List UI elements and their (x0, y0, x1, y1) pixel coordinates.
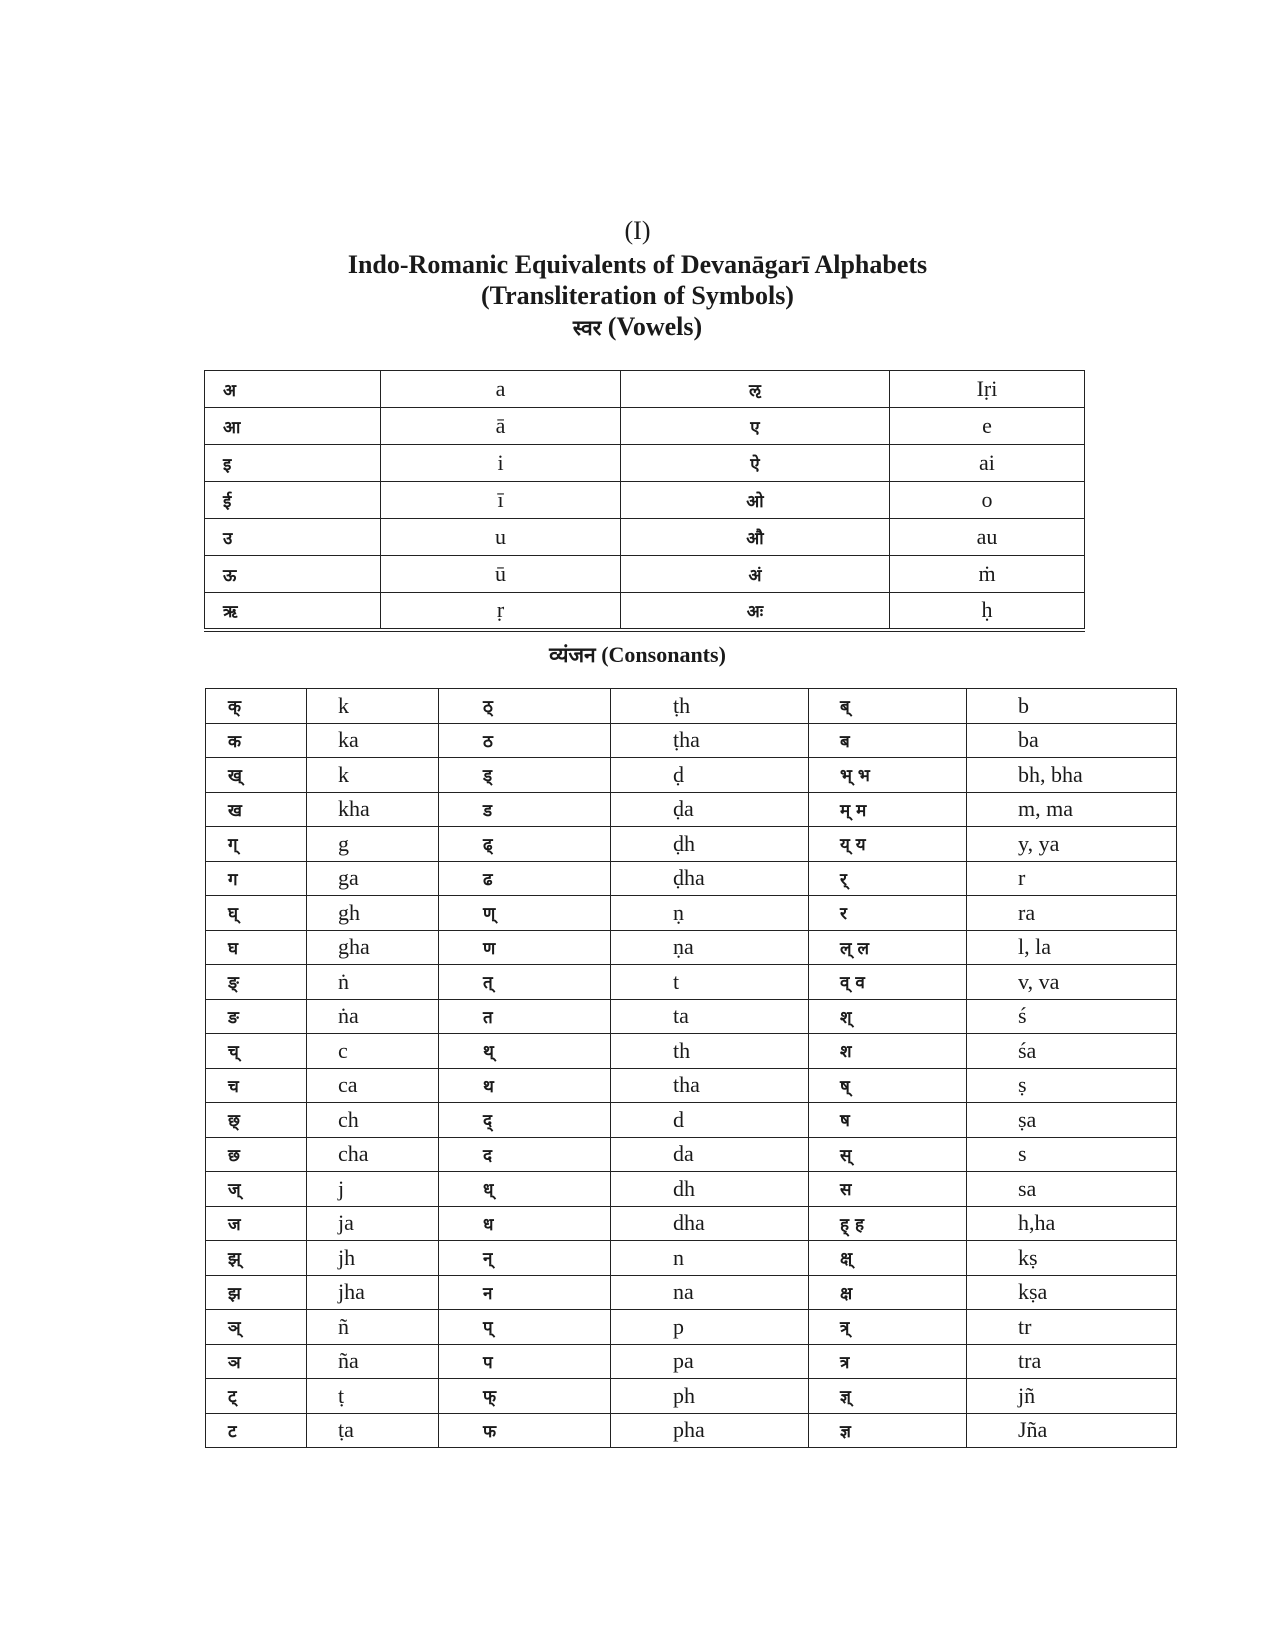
consonant-cell: śa (967, 1034, 1177, 1069)
vowel-cell: ṛ (381, 593, 621, 630)
page-title: Indo-Romanic Equivalents of Devanāgarī Alphabets (347, 250, 928, 279)
consonant-cell: थ् (439, 1034, 611, 1069)
consonant-cell: k (307, 689, 439, 724)
consonant-row (206, 1241, 1177, 1276)
vowels-table (204, 370, 1085, 632)
consonant-cell: ṭa (307, 1413, 439, 1448)
vowel-cell: अं (621, 556, 890, 593)
consonant-cell: s (967, 1137, 1177, 1172)
consonant-cell: Jña (967, 1413, 1177, 1448)
consonant-cell: त्र् (809, 1310, 967, 1345)
vowel-cell: i (381, 445, 621, 482)
consonant-cell: ṅ (307, 965, 439, 1000)
vowel-cell: ū (381, 556, 621, 593)
consonant-cell: ब (809, 723, 967, 758)
consonant-cell: स (809, 1172, 967, 1207)
vowel-cell: अ (205, 371, 381, 408)
consonant-cell: ña (307, 1344, 439, 1379)
vowels-heading-english: (Vowels) (607, 312, 703, 341)
consonant-cell: dh (611, 1172, 809, 1207)
consonant-cell: त् (439, 965, 611, 1000)
consonant-cell: g (307, 827, 439, 862)
consonant-cell: द (439, 1137, 611, 1172)
consonant-cell: य् य (809, 827, 967, 862)
consonant-cell: jñ (967, 1379, 1177, 1414)
consonants-heading-english: (Consonants) (601, 642, 726, 667)
consonant-cell: h,ha (967, 1206, 1177, 1241)
consonant-cell: न (439, 1275, 611, 1310)
consonant-row (206, 792, 1177, 827)
page-header (0, 216, 1275, 344)
consonant-cell: ta (611, 999, 809, 1034)
consonant-cell: ज्ञ् (809, 1379, 967, 1414)
vowel-cell: ai (890, 445, 1085, 482)
consonant-cell: श् (809, 999, 967, 1034)
consonant-cell: प (439, 1344, 611, 1379)
vowel-cell: ऌ (621, 371, 890, 408)
consonant-cell: र (809, 896, 967, 931)
vowel-cell: a (381, 371, 621, 408)
consonant-cell: ड (439, 792, 611, 827)
consonant-cell: ह् ह (809, 1206, 967, 1241)
consonant-cell: ङ् (206, 965, 307, 1000)
consonant-cell: m, ma (967, 792, 1177, 827)
consonant-cell: च् (206, 1034, 307, 1069)
consonant-row (206, 1413, 1177, 1448)
consonant-cell: ष (809, 1103, 967, 1138)
vowel-cell: o (890, 482, 1085, 519)
consonant-cell: घ (206, 930, 307, 965)
consonant-cell: ca (307, 1068, 439, 1103)
consonant-cell: व् व (809, 965, 967, 1000)
vowels-heading-devanagari: स्वर (572, 316, 602, 340)
consonant-cell: च (206, 1068, 307, 1103)
vowel-cell: ऊ (205, 556, 381, 593)
vowel-cell: ṁ (890, 556, 1085, 593)
consonant-cell: ज्ञ (809, 1413, 967, 1448)
consonant-cell: d (611, 1103, 809, 1138)
consonant-cell: kṣa (967, 1275, 1177, 1310)
consonant-cell: ṭ (307, 1379, 439, 1414)
consonant-cell: न् (439, 1241, 611, 1276)
vowel-cell: उ (205, 519, 381, 556)
consonant-cell: श (809, 1034, 967, 1069)
vowel-cell: ā (381, 408, 621, 445)
consonant-cell: ण (439, 930, 611, 965)
consonant-cell: na (611, 1275, 809, 1310)
consonant-cell: ḍ (611, 758, 809, 793)
vowel-cell: ऋ (205, 593, 381, 630)
consonant-cell: त्र (809, 1344, 967, 1379)
consonants-heading (0, 640, 1275, 670)
consonant-cell: ड् (439, 758, 611, 793)
consonant-cell: छ् (206, 1103, 307, 1138)
consonant-row (206, 965, 1177, 1000)
consonant-row (206, 723, 1177, 758)
consonant-cell: ba (967, 723, 1177, 758)
vowel-row (205, 371, 1085, 408)
consonant-cell: kha (307, 792, 439, 827)
vowel-cell: ओ (621, 482, 890, 519)
section-numeral: (I) (624, 216, 651, 245)
consonant-cell: ब् (809, 689, 967, 724)
consonant-cell: l, la (967, 930, 1177, 965)
vowel-cell: u (381, 519, 621, 556)
consonant-cell: tra (967, 1344, 1177, 1379)
consonant-cell: ठ (439, 723, 611, 758)
consonant-cell: त (439, 999, 611, 1034)
consonant-cell: da (611, 1137, 809, 1172)
consonant-row (206, 1344, 1177, 1379)
consonant-cell: gh (307, 896, 439, 931)
vowel-row (205, 593, 1085, 630)
consonant-cell: ñ (307, 1310, 439, 1345)
consonant-row (206, 896, 1177, 931)
consonant-cell: छ (206, 1137, 307, 1172)
consonant-row (206, 1137, 1177, 1172)
consonant-cell: n (611, 1241, 809, 1276)
consonant-cell: क (206, 723, 307, 758)
vowel-cell: ए (621, 408, 890, 445)
consonant-cell: ख् (206, 758, 307, 793)
consonant-row (206, 1275, 1177, 1310)
consonant-cell: ṇ (611, 896, 809, 931)
consonant-cell: ḍh (611, 827, 809, 862)
consonant-cell: ṅa (307, 999, 439, 1034)
consonant-cell: ञ् (206, 1310, 307, 1345)
consonant-cell: ग् (206, 827, 307, 862)
vowel-cell: इ (205, 445, 381, 482)
consonant-cell: ra (967, 896, 1177, 931)
consonant-cell: ण् (439, 896, 611, 931)
consonant-cell: ध (439, 1206, 611, 1241)
consonant-cell: ḍha (611, 861, 809, 896)
consonant-cell: ṭh (611, 689, 809, 724)
consonant-cell: ट (206, 1413, 307, 1448)
consonant-cell: gha (307, 930, 439, 965)
consonant-cell: ष् (809, 1068, 967, 1103)
consonant-row (206, 1068, 1177, 1103)
consonant-cell: sa (967, 1172, 1177, 1207)
consonant-cell: ṭha (611, 723, 809, 758)
consonant-cell: ख (206, 792, 307, 827)
consonant-cell: थ (439, 1068, 611, 1103)
consonant-cell: फ् (439, 1379, 611, 1414)
consonant-cell: p (611, 1310, 809, 1345)
consonant-cell: t (611, 965, 809, 1000)
vowel-row (205, 445, 1085, 482)
consonant-cell: झ (206, 1275, 307, 1310)
vowel-row (205, 519, 1085, 556)
consonant-cell: kṣ (967, 1241, 1177, 1276)
consonant-cell: ka (307, 723, 439, 758)
consonant-row (206, 1206, 1177, 1241)
vowel-cell: au (890, 519, 1085, 556)
consonant-cell: ढ (439, 861, 611, 896)
consonant-cell: क् (206, 689, 307, 724)
consonant-cell: v, va (967, 965, 1177, 1000)
consonant-cell: tha (611, 1068, 809, 1103)
consonant-cell: ङ (206, 999, 307, 1034)
consonant-cell: ja (307, 1206, 439, 1241)
consonant-cell: ś (967, 999, 1177, 1034)
consonant-cell: j (307, 1172, 439, 1207)
consonant-cell: ञ (206, 1344, 307, 1379)
vowel-cell: ऐ (621, 445, 890, 482)
consonant-cell: dha (611, 1206, 809, 1241)
consonant-cell: ch (307, 1103, 439, 1138)
consonants-heading-devanagari: व्यंजन (549, 643, 596, 667)
consonant-cell: th (611, 1034, 809, 1069)
consonant-cell: ḍa (611, 792, 809, 827)
consonant-cell: प् (439, 1310, 611, 1345)
consonant-cell: घ् (206, 896, 307, 931)
consonant-row (206, 930, 1177, 965)
consonant-cell: म् म (809, 792, 967, 827)
consonant-cell: b (967, 689, 1177, 724)
consonant-cell: द् (439, 1103, 611, 1138)
consonant-cell: ṣ (967, 1068, 1177, 1103)
consonant-cell: jh (307, 1241, 439, 1276)
consonant-row (206, 1379, 1177, 1414)
consonant-cell: ठ् (439, 689, 611, 724)
consonant-cell: r (967, 861, 1177, 896)
consonant-cell: ज् (206, 1172, 307, 1207)
consonant-cell: ढ् (439, 827, 611, 862)
consonant-cell: pha (611, 1413, 809, 1448)
vowels-heading (0, 311, 1275, 344)
consonant-cell: ल् ल (809, 930, 967, 965)
vowel-row (205, 482, 1085, 519)
consonants-table (205, 688, 1177, 1448)
consonant-row (206, 861, 1177, 896)
consonant-cell: ṇa (611, 930, 809, 965)
consonant-cell: ग (206, 861, 307, 896)
consonant-row (206, 1103, 1177, 1138)
consonant-cell: झ् (206, 1241, 307, 1276)
consonant-cell: bh, bha (967, 758, 1177, 793)
consonant-row (206, 689, 1177, 724)
consonant-cell: tr (967, 1310, 1177, 1345)
vowel-cell: Iṛi (890, 371, 1085, 408)
consonant-row (206, 1310, 1177, 1345)
consonant-cell: c (307, 1034, 439, 1069)
consonant-cell: ध् (439, 1172, 611, 1207)
consonant-cell: k (307, 758, 439, 793)
consonant-row (206, 999, 1177, 1034)
consonant-cell: भ् भ (809, 758, 967, 793)
vowel-row (205, 556, 1085, 593)
consonant-cell: र् (809, 861, 967, 896)
vowel-cell: अः (621, 593, 890, 630)
vowel-cell: औ (621, 519, 890, 556)
consonant-cell: y, ya (967, 827, 1177, 862)
page-subtitle: (Transliteration of Symbols) (481, 281, 794, 310)
vowel-cell: ḥ (890, 593, 1085, 630)
consonant-cell: क्ष् (809, 1241, 967, 1276)
consonant-cell: ट् (206, 1379, 307, 1414)
consonant-cell: ga (307, 861, 439, 896)
consonant-cell: फ (439, 1413, 611, 1448)
consonant-cell: pa (611, 1344, 809, 1379)
consonant-row (206, 758, 1177, 793)
consonant-cell: ph (611, 1379, 809, 1414)
consonant-cell: cha (307, 1137, 439, 1172)
vowel-cell: ई (205, 482, 381, 519)
consonant-cell: jha (307, 1275, 439, 1310)
consonant-cell: क्ष (809, 1275, 967, 1310)
consonant-cell: स् (809, 1137, 967, 1172)
consonant-row (206, 1172, 1177, 1207)
vowel-cell: e (890, 408, 1085, 445)
vowel-cell: आ (205, 408, 381, 445)
consonant-row (206, 827, 1177, 862)
consonant-cell: ज (206, 1206, 307, 1241)
consonant-cell: ṣa (967, 1103, 1177, 1138)
vowel-cell: ī (381, 482, 621, 519)
vowel-row (205, 408, 1085, 445)
consonant-row (206, 1034, 1177, 1069)
